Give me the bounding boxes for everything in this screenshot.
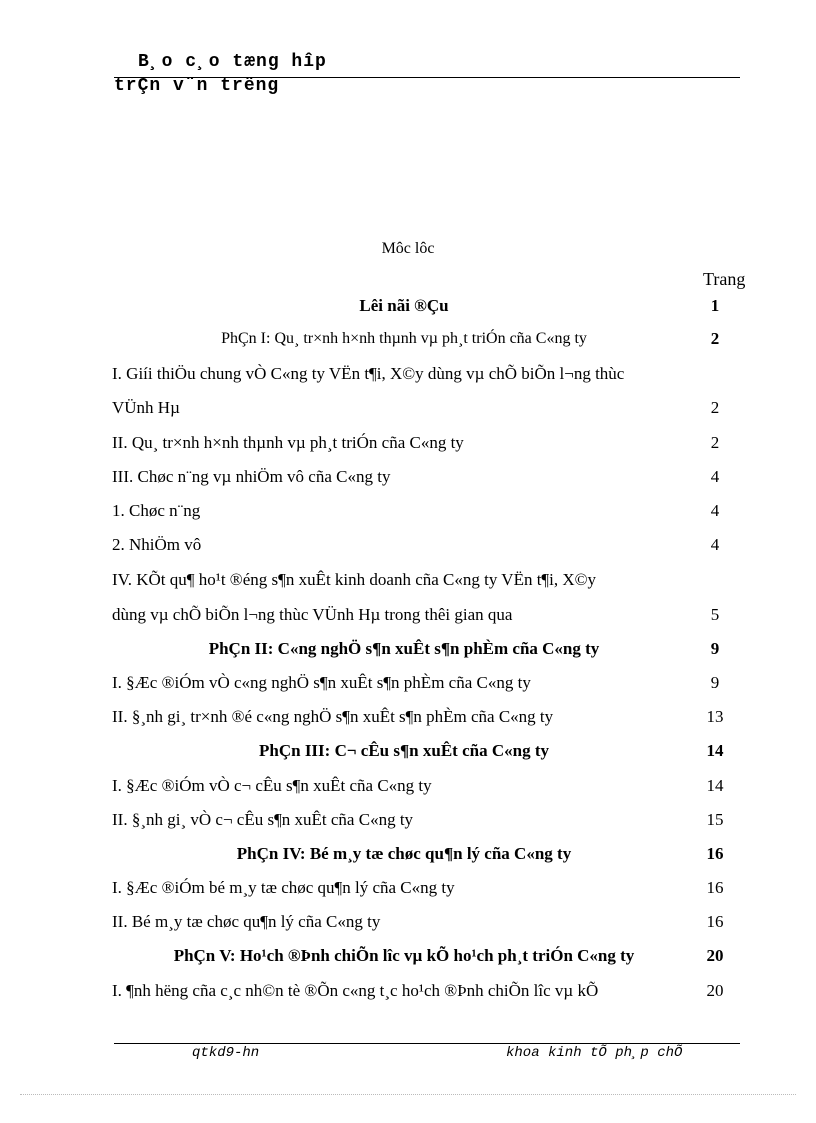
toc-row-page: 20 bbox=[706, 946, 724, 965]
toc-row-page: 4 bbox=[710, 467, 720, 486]
toc-row-page: 5 bbox=[710, 605, 720, 624]
toc-row bbox=[112, 433, 746, 453]
toc-row-text: Lêi nãi ®Çu bbox=[359, 296, 449, 315]
toc-row bbox=[112, 329, 746, 349]
toc-title: Môc lôc bbox=[381, 240, 435, 257]
footer-right: khoa kinh tÕ ph¸p chÕ bbox=[506, 1045, 683, 1061]
toc-row-text: II. §¸nh gi¸ vÒ c¬ cÊu s¶n xuÊt cña C«ng ty bbox=[112, 810, 414, 829]
toc-row bbox=[112, 398, 746, 418]
toc-row bbox=[112, 467, 746, 487]
toc-row bbox=[112, 741, 746, 761]
toc-row bbox=[112, 570, 746, 590]
page-break-divider bbox=[20, 1094, 796, 1095]
toc-row-text: PhÇn II: C«ng nghÖ s¶n xuÊt s¶n phÈm cña C«ng ty bbox=[208, 639, 600, 658]
page-column-label: Trang bbox=[703, 269, 746, 289]
toc-row-text: 2. NhiÖm vô bbox=[112, 535, 202, 554]
toc-row bbox=[112, 364, 746, 384]
header-line-2: trÇn v¨n trëng bbox=[114, 76, 280, 96]
toc-row-text: dùng vµ chÕ biÕn l¬ng thùc VÜnh Hµ trong thêi gian qua bbox=[112, 605, 513, 624]
toc-row bbox=[112, 535, 746, 555]
toc-row-page: 16 bbox=[706, 912, 724, 931]
toc-row-text: II. Bé m¸y tæ chøc qu¶n lý cña C«ng ty bbox=[112, 912, 381, 931]
toc-row bbox=[112, 296, 746, 316]
toc-row-text: III. Chøc n¨ng vµ nhiÖm vô cña C«ng ty bbox=[112, 467, 391, 486]
toc-row bbox=[112, 810, 746, 830]
toc-row-page: 16 bbox=[706, 878, 724, 897]
toc-row bbox=[112, 501, 746, 521]
toc-row-text: PhÇn I: Qu¸ tr×nh h×nh thµnh vµ ph¸t triÓn cña C«ng ty bbox=[221, 330, 587, 347]
toc-row-page: 9 bbox=[710, 639, 720, 658]
toc-row-page: 14 bbox=[706, 776, 724, 795]
toc-row-page: 1 bbox=[710, 296, 720, 315]
toc-row-text: I. ¶nh hëng cña c¸c nh©n tè ®Õn c«ng t¸c ho¹ch ®Þnh chiÕn lîc vµ kÕ bbox=[112, 981, 599, 1000]
toc-row-text: I. §Æc ®iÓm bé m¸y tæ chøc qu¶n lý cña C«ng ty bbox=[112, 878, 455, 897]
toc-row bbox=[112, 605, 746, 625]
toc-row-page: 2 bbox=[710, 433, 720, 452]
toc-row-text: IV. KÕt qu¶ ho¹t ®éng s¶n xuÊt kinh doanh cña C«ng ty VËn t¶i, X©y bbox=[112, 570, 597, 589]
toc-row-text: VÜnh Hµ bbox=[112, 398, 180, 417]
toc-row-page: 16 bbox=[706, 844, 724, 863]
toc-row-text: II. §¸nh gi¸ tr×nh ®é c«ng nghÖ s¶n xuÊt s¶n phÈm cña C«ng ty bbox=[112, 707, 554, 726]
toc-row-text: II. Qu¸ tr×nh h×nh thµnh vµ ph¸t triÓn cña C«ng ty bbox=[112, 433, 464, 452]
toc-row bbox=[112, 981, 746, 1001]
toc-row bbox=[112, 844, 746, 864]
toc-row-text: PhÇn V: Ho¹ch ®Þnh chiÕn lîc vµ kÕ ho¹ch ph¸t triÓn C«ng ty bbox=[173, 946, 635, 965]
toc-row-text: I. §Æc ®iÓm vÒ c«ng nghÖ s¶n xuÊt s¶n phÈm cña C«ng ty bbox=[112, 673, 531, 692]
toc-row bbox=[112, 639, 746, 659]
toc-row-page: 4 bbox=[710, 501, 720, 520]
toc-row-text: PhÇn IV: Bé m¸y tæ chøc qu¶n lý cña C«ng ty bbox=[236, 844, 572, 863]
toc-row-text: 1. Chøc n¨ng bbox=[112, 501, 201, 520]
toc-row-page: 4 bbox=[710, 535, 720, 554]
toc-row-page: 9 bbox=[710, 673, 720, 692]
toc-row-page: 2 bbox=[710, 398, 720, 417]
toc-row-page: 15 bbox=[706, 810, 724, 829]
toc-row bbox=[112, 946, 746, 966]
toc-row bbox=[112, 912, 746, 932]
toc-row-text: I. Giíi thiÖu chung vÒ C«ng ty VËn t¶i, X©y dùng vµ chÕ biÕn l¬ng thùc bbox=[112, 364, 625, 383]
footer-rule bbox=[114, 1043, 740, 1044]
toc-row bbox=[112, 673, 746, 693]
toc-row-page: 2 bbox=[710, 329, 720, 348]
toc-row bbox=[112, 776, 746, 796]
toc-row bbox=[112, 707, 746, 727]
toc-row-page: 13 bbox=[706, 707, 724, 726]
toc-row-text: PhÇn III: C¬ cÊu s¶n xuÊt cña C«ng ty bbox=[259, 741, 549, 760]
header-line-1: B¸o c¸o tæng hîp bbox=[138, 52, 327, 72]
toc-row-page: 14 bbox=[706, 741, 724, 760]
toc-row bbox=[112, 878, 746, 898]
toc-row-text: I. §Æc ®iÓm vÒ c¬ cÊu s¶n xuÊt cña C«ng ty bbox=[112, 776, 432, 795]
footer-left: qtkd9-hn bbox=[192, 1045, 260, 1061]
toc-row-page: 20 bbox=[706, 981, 724, 1000]
